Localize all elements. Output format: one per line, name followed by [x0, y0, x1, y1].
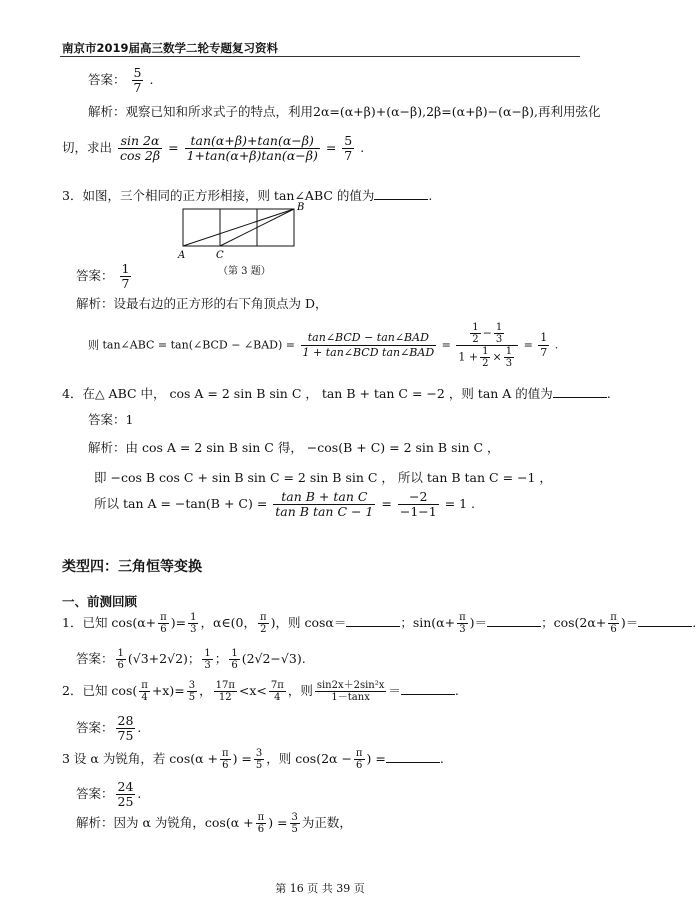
frac-tan-sum: $\frac{\tan(\alpha+\beta)+\tan(\alpha-\beta)}{1+\tan(\alpha+\beta)\tan(\alpha-\beta)}$ — [186, 133, 318, 163]
q2-question: 2．已知 cos( $\frac{\pi}{4}$ +x)= $\frac{3}{5}$ ， $\frac{17\pi}{12}$ <x< $\frac{7\pi}{4}$ ，则 $\frac{\text{sin2x＋2sin²x}}{1-\tan x}$ ＝ . — [62, 680, 459, 703]
p3-answer: 答案： $\frac{1}{7}$ — [76, 261, 130, 291]
answer-fraction: $\frac{5}{7}$ — [133, 65, 142, 95]
label-C: C — [216, 250, 224, 261]
three-squares-figure — [176, 200, 316, 268]
q3-analysis: 解析：因为 α 为锐角，cos(α + $\frac{\pi}{6}$ ) = $\frac{3}{5}$ 为正数， — [76, 812, 352, 835]
answer-blank — [553, 396, 607, 398]
p4-answer: 答案：1 — [88, 412, 134, 427]
compound-fraction: $\frac{1}{2}$ − $\frac{1}{3}$ 1 + $\frac{1}{2}$ × $\frac{1}{3}$ — [456, 322, 518, 369]
label-A: A — [178, 250, 186, 261]
p2-answer: 答案： $\frac{5}{7}$ . — [88, 65, 154, 95]
p4-question: 4．在△ ABC 中， cos A = 2 sin B sin C ， tan B + tan C = −2 ，则 tan A 的值为 . — [62, 386, 611, 401]
p2-result: 切，求出 $\frac{\sin 2\alpha}{\cos 2\beta}$ = $\frac{\tan(\alpha+\beta)+\tan(\alpha-\beta)}{1+\tan(\alpha+\beta)\tan(\alpha-\beta)}$ = $\frac{5}{7}$ . — [62, 133, 365, 163]
p4-analysis-3: 所以 tan A = −tan(B + C) = $\frac{\text{tan B + tan C}}{\text{tan B tan C − 1}}$ = $\frac{-2}{-1-1}$ = 1 . — [94, 489, 476, 519]
subsection-title: 一、前测回顾 — [62, 594, 138, 609]
label-B: B — [297, 202, 305, 213]
p3-analysis: 解析：设最右边的正方形的右下角顶点为 D， — [76, 296, 328, 311]
segment-AB — [183, 209, 294, 246]
page-header: 南京市2019届高三数学二轮专题复习资料 — [62, 41, 279, 55]
q3-question: 3 设 α 为锐角，若 cos(α + $\frac{\pi}{6}$ ) = $\frac{3}{5}$ ，则 cos(2α − $\frac{\pi}{6}$ ) = . — [62, 748, 444, 771]
p4-analysis-2: 即 −cos B cos C + sin B sin C = 2 sin B sin C ， 所以 tan B tan C = −1 ， — [94, 470, 552, 485]
p3-computation: 则 tan∠ABC = tan(∠BCD − ∠BAD) = $\frac{\text{tan∠BCD − tan∠BAD}}{\text{1 + tan∠BCD tan∠BAD}}$ = $\frac{1}{2}$ − $\frac{1}{3}$ 1 + $\frac{1}{2}$ × $\frac{1}{3}$ = $\frac{1}{7}$ . — [88, 322, 559, 369]
page-footer: 第 16 页 共 39 页 — [275, 882, 365, 895]
header-rule — [60, 56, 580, 57]
q3-answer: 答案： $\frac{24}{25}$ . — [76, 779, 142, 809]
answer-blank — [374, 198, 428, 200]
section-title: 类型四：三角恒等变换 — [62, 559, 202, 575]
q1-answer: 答案： $\frac{1}{6}$ (√3+2√2)； $\frac{1}{3}$ ； $\frac{1}{6}$ (2√2−√3). — [76, 648, 306, 671]
frac-sin-cos: $\frac{\sin 2\alpha}{\cos 2\beta}$ — [120, 133, 161, 163]
p3-question: 3．如图，三个相同的正方形相接，则 tan∠ABC 的值为 . — [62, 188, 433, 203]
q1-question: 1．已知 cos(α+ $\frac{\pi}{6}$ )= $\frac{1}{3}$ ，α∈(0， $\frac{\pi}{2}$ )，则 cosα＝ ；sin(α+ $\frac{\pi}{3}$ )＝ ；cos(2α+ $\frac{\pi}{6}$ )＝ . — [62, 612, 696, 635]
p4-analysis-1: 解析：由 cos A = 2 sin B sin C 得， −cos(B + C) = 2 sin B sin C ， — [88, 440, 500, 455]
answer-label: 答案： — [88, 72, 126, 87]
q2-answer: 答案： $\frac{28}{75}$ . — [76, 713, 142, 743]
figure-caption: （第 3 题） — [218, 266, 271, 277]
p2-analysis: 解析：观察已知和所求式子的特点，利用2α=(α+β)+(α−β),2β=(α+β)−(α−β),再利用弦化 — [88, 104, 601, 119]
frac-result: $\frac{5}{7}$ — [344, 133, 353, 163]
